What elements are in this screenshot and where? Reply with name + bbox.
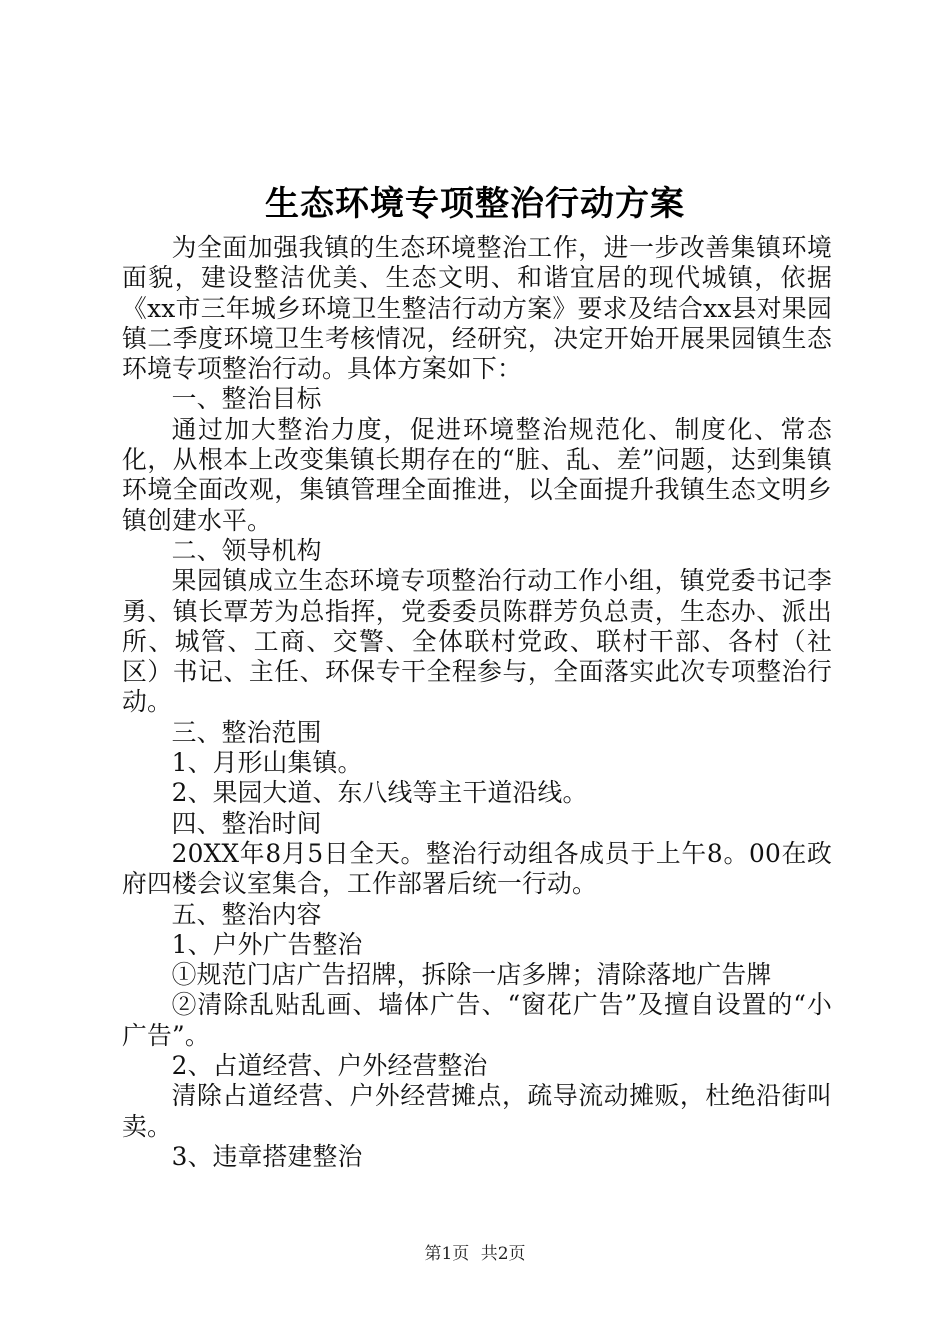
list-item-scope-2: 2、果园大道、东八线等主干道沿线。 bbox=[171, 778, 588, 808]
subheading-street-vending: 2、占道经营、户外经营整治 bbox=[171, 1051, 488, 1081]
paragraph-street-vending: 清除占道经营、户外经营摊点，疏导流动摊贩，杜绝沿街叫卖。 bbox=[122, 1081, 832, 1141]
list-item-scope-1: 1、月形山集镇。 bbox=[171, 748, 363, 778]
paragraph-intro: 为全面加强我镇的生态环境整治工作，进一步改善集镇环境面貌，建设整洁优美、生态文明、和谐宜居的现代城镇，依据《xx市三年城乡环境卫生整洁行动方案》要求及结合xx县对果园镇二季度环境卫生考核情况，经研究，决定开始开展果园镇生态环境专项整治行动。具体方案如下： bbox=[122, 233, 832, 384]
paragraph-time: 20XX年8月5日全天。整治行动组各成员于上午8。00在政府四楼会议室集合，工作部署后统一行动。 bbox=[122, 838, 832, 899]
heading-leadership: 二、领导机构 bbox=[171, 535, 322, 565]
paragraph-leadership: 果园镇成立生态环境专项整治行动工作小组，镇党委书记李勇、镇长覃芳为总指挥，党委委员陈群芳负总责，生态办、派出所、城管、工商、交警、全体联村党政、联村干部、各村（社区）书记、主任、环保专干全程参与，全面落实此次专项整治行动。 bbox=[122, 566, 832, 717]
heading-time: 四、整治时间 bbox=[171, 808, 322, 838]
page-total: 共2页 bbox=[480, 1244, 526, 1264]
subheading-illegal-construction: 3、违章搭建整治 bbox=[171, 1141, 363, 1171]
document-title: 生态环境专项整治行动方案 bbox=[265, 184, 685, 224]
heading-scope: 三、整治范围 bbox=[171, 717, 322, 747]
list-item-ads-2: ②清除乱贴乱画、墙体广告、“窗花广告”及擅自设置的“小广告”。 bbox=[122, 990, 832, 1050]
heading-goals: 一、整治目标 bbox=[171, 384, 322, 414]
page-number: 第1页 bbox=[424, 1244, 470, 1264]
subheading-ads: 1、户外广告整治 bbox=[171, 929, 363, 959]
document-body bbox=[122, 233, 832, 1172]
list-item-ads-1: ①规范门店广告招牌，拆除一店多牌；清除落地广告牌 bbox=[171, 960, 772, 990]
heading-content: 五、整治内容 bbox=[171, 899, 322, 929]
paragraph-goals: 通过加大整治力度，促进环境整治规范化、制度化、常态化，从根本上改变集镇长期存在的“脏、乱、差”问题，达到集镇环境全面改观，集镇管理全面推进，以全面提升我镇生态文明乡镇创建水平。 bbox=[122, 414, 832, 535]
page-footer bbox=[0, 1242, 950, 1266]
